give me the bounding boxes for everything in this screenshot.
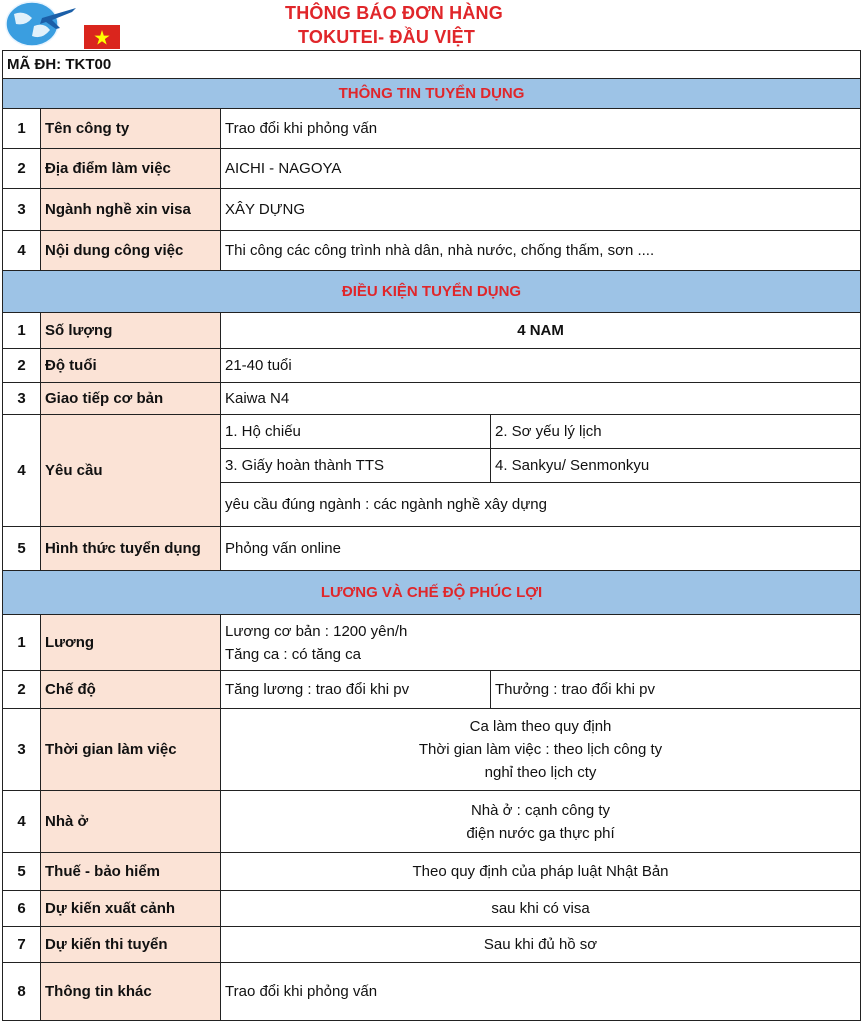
order-code-row	[3, 51, 861, 79]
section-conditions: ĐIỀU KIỆN TUYỂN DỤNG	[3, 271, 861, 313]
vietnam-flag-icon	[84, 25, 120, 49]
bonus-value: Thưởng : trao đổi khi pv	[491, 671, 861, 709]
row-label: Địa điểm làm việc	[41, 149, 221, 189]
row-value	[221, 709, 861, 791]
wage-line: Tăng ca : có tăng ca	[225, 645, 361, 663]
row-label: Ngành nghề xin visa	[41, 189, 221, 231]
row-label: Giao tiếp cơ bản	[41, 383, 221, 415]
table-row	[3, 615, 861, 671]
raise-value: Tăng lương : trao đổi khi pv	[221, 671, 491, 709]
housing-line: Nhà ở : cạnh công ty	[470, 801, 611, 819]
table-row	[3, 671, 861, 709]
section-recruitment-info: THÔNG TIN TUYỂN DỤNG	[3, 79, 861, 109]
hours-line: nghỉ theo lịch cty	[484, 764, 597, 781]
row-number: 4	[3, 231, 41, 271]
row-value: 21-40 tuổi	[221, 349, 861, 383]
row-number: 2	[3, 671, 41, 709]
table-row	[3, 927, 861, 963]
wage-line: Lương cơ bản : 1200 yên/h	[225, 622, 408, 640]
row-value: Trao đổi khi phỏng vấn	[221, 963, 861, 1021]
row-number: 3	[3, 383, 41, 415]
row-label: Chế độ	[41, 671, 221, 709]
row-number: 2	[3, 349, 41, 383]
document-header	[0, 0, 862, 50]
row-value: Kaiwa N4	[221, 383, 861, 415]
row-number: 8	[3, 963, 41, 1021]
row-number: 4	[3, 415, 41, 527]
row-label: Dự kiến xuất cảnh	[41, 891, 221, 927]
section-salary: LƯƠNG VÀ CHẾ ĐỘ PHÚC LỢI	[3, 571, 861, 615]
section-row	[3, 271, 861, 313]
table-row	[3, 415, 861, 449]
table-row	[3, 383, 861, 415]
table-row	[3, 189, 861, 231]
row-number: 1	[3, 313, 41, 349]
table-row	[3, 791, 861, 853]
row-label: Lương	[41, 615, 221, 671]
row-label: Số lượng	[41, 313, 221, 349]
row-label: Tên công ty	[41, 109, 221, 149]
row-value: Thi công các công trình nhà dân, nhà nước, chống thấm, sơn ....	[221, 231, 861, 271]
hours-line: Ca làm theo quy định	[469, 718, 612, 735]
row-label: Nhà ở	[41, 791, 221, 853]
row-label: Thời gian làm việc	[41, 709, 221, 791]
requirement-item: 4. Sankyu/ Senmonkyu	[491, 449, 861, 483]
row-label: Dự kiến thi tuyển	[41, 927, 221, 963]
row-label: Độ tuổi	[41, 349, 221, 383]
row-number: 3	[3, 709, 41, 791]
row-value: Sau khi đủ hồ sơ	[221, 927, 861, 963]
row-number: 5	[3, 527, 41, 571]
requirement-note: yêu cầu đúng ngành : các ngành nghề xây dựng	[221, 483, 861, 527]
row-value: Phỏng vấn online	[221, 527, 861, 571]
row-label: Thông tin khác	[41, 963, 221, 1021]
table-row	[3, 349, 861, 383]
hours-line: Thời gian làm việc : theo lịch công ty	[418, 741, 663, 758]
table-row	[3, 149, 861, 189]
row-number: 5	[3, 853, 41, 891]
row-number: 2	[3, 149, 41, 189]
row-value: AICHI - NAGOYA	[221, 149, 861, 189]
row-number: 4	[3, 791, 41, 853]
table-row	[3, 963, 861, 1021]
row-value: Theo quy định của pháp luật Nhật Bản	[221, 853, 861, 891]
requirement-item: 2. Sơ yếu lý lịch	[491, 415, 861, 449]
row-value	[221, 791, 861, 853]
row-label: Thuế - bảo hiểm	[41, 853, 221, 891]
section-row	[3, 79, 861, 109]
requirement-item: 1. Hộ chiếu	[221, 415, 491, 449]
row-label: Yêu cầu	[41, 415, 221, 527]
row-value: 4 NAM	[221, 313, 861, 349]
document-title: THÔNG BÁO ĐƠN HÀNG	[285, 3, 503, 23]
table-row	[3, 709, 861, 791]
row-label: Nội dung công việc	[41, 231, 221, 271]
document-subtitle: TOKUTEI- ĐẦU VIỆT	[298, 27, 476, 47]
row-number: 6	[3, 891, 41, 927]
table-row	[3, 313, 861, 349]
table-row	[3, 891, 861, 927]
table-row	[3, 527, 861, 571]
row-value: XÂY DỰNG	[221, 189, 861, 231]
row-value: Trao đổi khi phỏng vấn	[221, 109, 861, 149]
requirement-item: 3. Giấy hoàn thành TTS	[221, 449, 491, 483]
table-row	[3, 231, 861, 271]
table-row	[3, 853, 861, 891]
row-number: 1	[3, 615, 41, 671]
table-row	[3, 109, 861, 149]
order-table	[2, 50, 861, 1021]
globe-airplane-logo	[2, 0, 78, 46]
row-number: 1	[3, 109, 41, 149]
section-row	[3, 571, 861, 615]
row-value: sau khi có visa	[221, 891, 861, 927]
order-code: MÃ ĐH: TKT00	[3, 51, 861, 79]
row-number: 3	[3, 189, 41, 231]
housing-line: điện nước ga thực phí	[466, 824, 615, 842]
row-number: 7	[3, 927, 41, 963]
row-label: Hình thức tuyển dụng	[41, 527, 221, 571]
row-value	[221, 615, 861, 671]
